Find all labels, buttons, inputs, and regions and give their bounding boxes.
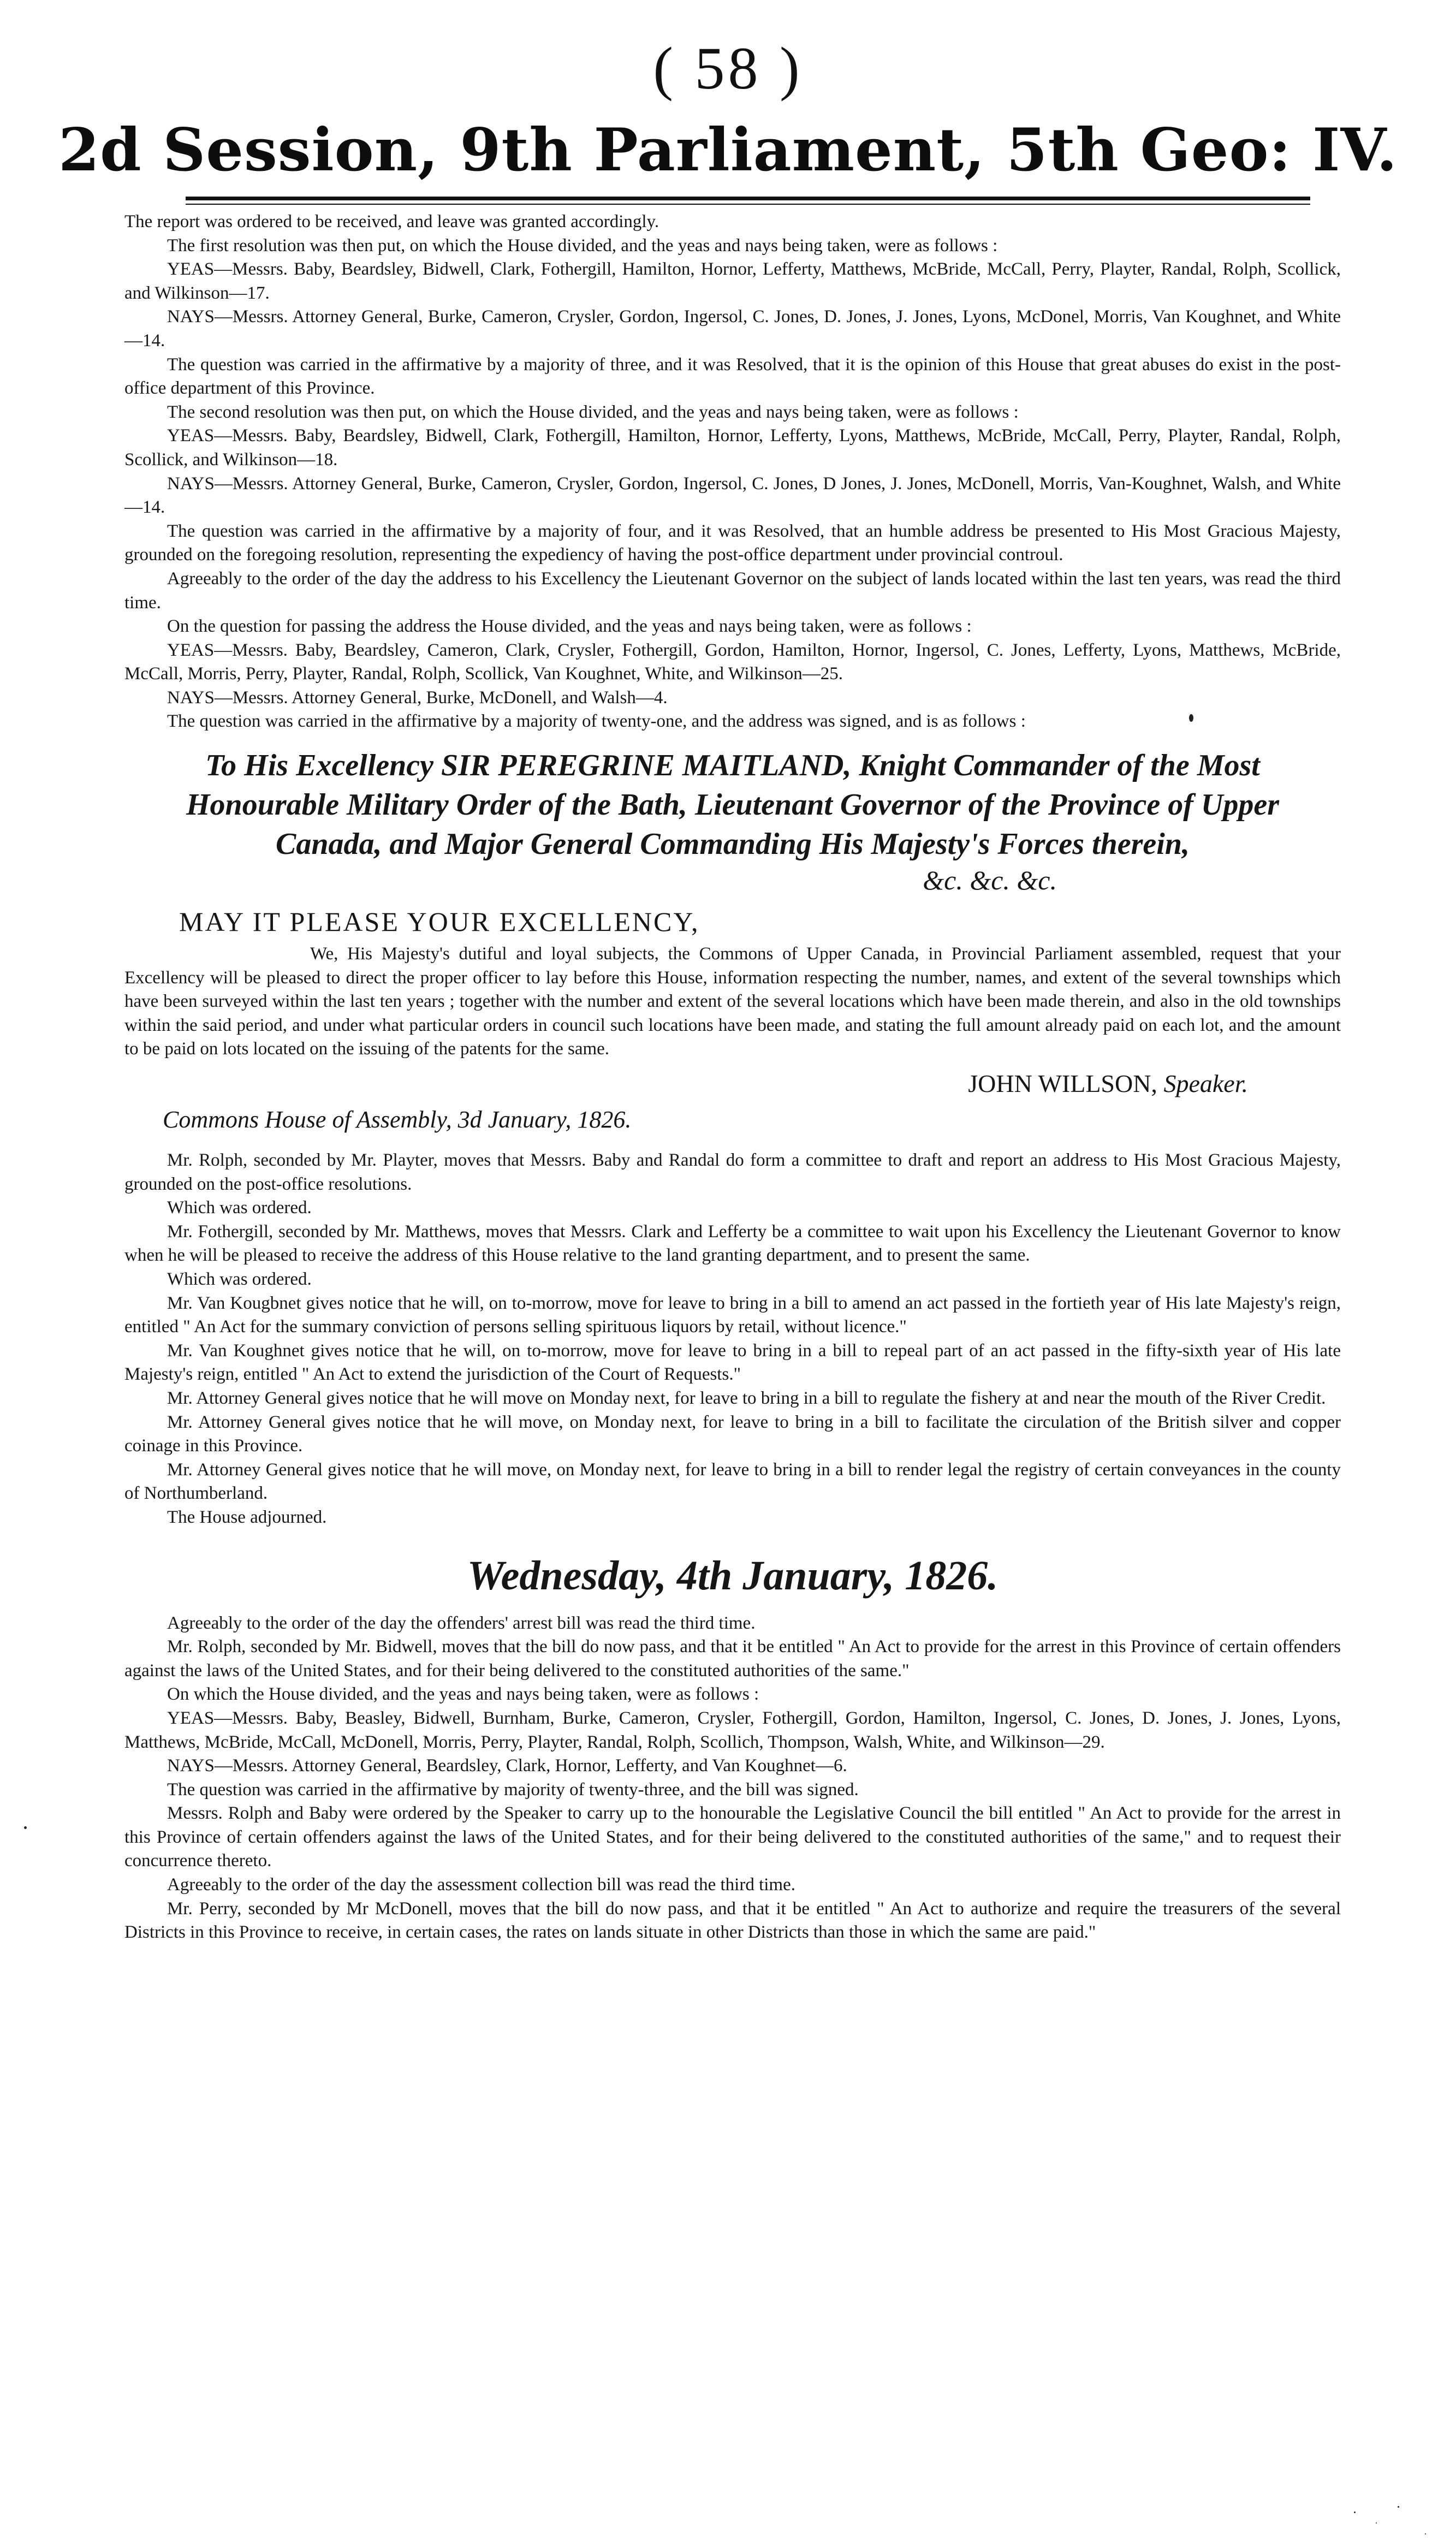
paragraph: The House adjourned. (167, 1507, 327, 1527)
paragraph: Agreeably to the order of the day the address to his Excellency the Lieutenant Governor on the subject of lands located within the last ten years, was read the third time. (124, 568, 1341, 613)
header-rule-thin (186, 204, 1310, 205)
scan-speck (1425, 2533, 1426, 2534)
paragraph: Agreeably to the order of the day the offenders' arrest bill was read the third time. (167, 1613, 756, 1633)
address-salutation: MAY IT PLEASE YOUR EXCELLENCY, (179, 906, 700, 937)
nays-list: NAYS—Messrs. Attorney General, Burke, Cameron, Crysler, Gordon, Ingersol, C. Jones, D Jones, J. Jones, McDonell, Morris, Van-Koughnet, Walsh, and White—14. (124, 473, 1341, 518)
paragraph: Which was ordered. (167, 1269, 312, 1289)
signature-title: Speaker. (1163, 1070, 1248, 1098)
nays-list: NAYS—Messrs. Attorney General, Burke, McDonell, and Walsh—4. (167, 687, 668, 708)
journal-body (124, 210, 1341, 1945)
paragraph: The question was carried in the affirmative by a majority of twenty-one, and the address was signed, and is as follows : (167, 711, 1026, 732)
yeas-list: YEAS—Messrs. Baby, Beardsley, Bidwell, Clark, Fothergill, Hamilton, Hornor, Lefferty, Matthews, McBride, McCall, Perry, Playter, Randal, Rolph, Scollick, and Wilkinson—17. (124, 259, 1341, 303)
address-etc: &c. &c. &c. (923, 865, 1057, 896)
paragraph: Mr. Attorney General gives notice that he will move, on Monday next, for leave to bring in a bill to render legal the registry of certain conveyances in the county of Northumberland. (124, 1459, 1341, 1504)
address-title: To His Excellency SIR PEREGRINE MAITLAND, Knight Commander of the Most Honourable Military Order of the Bath, Lieutenant Governor of the Province of Upper Canada, and Major General Commanding His Majesty's Forces therein, (186, 749, 1279, 862)
paragraph: Mr. Attorney General gives notice that he will move on Monday next, for leave to bring in a bill to regulate the fishery at and near the mouth of the River Credit. (167, 1388, 1326, 1408)
header-rule-thick (186, 197, 1310, 200)
paragraph: Mr. Van Koughnet gives notice that he will, on to-morrow, move for leave to bring in a bill to repeal part of an act passed in the fifty-sixth year of His late Majesty's reign, entitled " An Act to extend the jurisdiction of the Court of Requests." (124, 1340, 1341, 1385)
signature-name: JOHN WILLSON, (968, 1070, 1157, 1098)
paragraph: Mr. Rolph, seconded by Mr. Bidwell, moves that the bill do now pass, and that it be entitled " An Act to provide for the arrest in this Province of certain offenders against the laws of the United States, and for their being delivered to the constituted authorities of the same." (124, 1637, 1341, 1681)
address-text: We, His Majesty's dutiful and loyal subjects, the Commons of Upper Canada, in Provincial Parliament assembled, request that your Excellency will be pleased to direct the proper officer to lay before this House, information respecting the number, names, and extent of the several townships which have been surveyed within the last ten years ; together with the number and extent of the several locations which have been made therein, and also in the old townships within the said period, and under what particular orders in council such locations have been made, and stating the full amount already paid on each lot, and the amount to be paid on lots located on the issuing of the patents for the same. (124, 944, 1341, 1059)
paragraph: On which the House divided, and the yeas and nays being taken, were as follows : (167, 1684, 759, 1705)
address-signature (124, 1067, 1341, 1101)
yeas-list: YEAS—Messrs. Baby, Beardsley, Bidwell, Clark, Fothergill, Hamilton, Hornor, Lefferty, Lyons, Matthews, McBride, McCall, Perry, Playter, Randal, Rolph, Scollick, and Wilkinson—18. (124, 426, 1341, 470)
scan-speck (1189, 714, 1193, 722)
paragraph: Mr. Fothergill, seconded by Mr. Matthews, moves that Messrs. Clark and Lefferty be a committee to wait upon his Excellency the Lieutenant Governor to know when he will be pleased to receive the address of this House relative to the land granting department, and to present the same. (124, 1221, 1341, 1266)
paragraph: Mr. Van Kougbnet gives notice that he will, on to-morrow, move for leave to bring in a bill to amend an act passed in the fortieth year of His late Majesty's reign, entitled " An Act for the summary conviction of persons selling spirituous liquors by retail, without licence." (124, 1293, 1341, 1337)
scan-speck (1376, 2522, 1377, 2524)
yeas-list: YEAS—Messrs. Baby, Beasley, Bidwell, Burnham, Burke, Cameron, Crysler, Fothergill, Gordon, Hamilton, Ingersol, C. Jones, D. Jones, J. Jones, Lyons, Matthews, McBride, McCall, McDonell, Morris, Perry, Playter, Randal, Rolph, Scollich, Thompson, Walsh, White, and Wilkinson—29. (124, 1708, 1341, 1752)
paragraph: The question was carried in the affirmative by a majority of four, and it was Resolved, that an humble address be presented to His Most Gracious Majesty, grounded on the foregoing resolution, representing the expediency of having the post-office department under provincial controul. (124, 521, 1341, 565)
session-header: 2d Session, 9th Parliament, 5th Geo: IV. (58, 116, 1398, 185)
paragraph: Mr. Attorney General gives notice that he will move, on Monday next, for leave to bring in a bill to facilitate the circulation of the British silver and copper coinage in this Province. (124, 1412, 1341, 1456)
paragraph: Messrs. Rolph and Baby were ordered by the Speaker to carry up to the honourable the Legislative Council the bill entitled " An Act to provide for the arrest in this Province of certain offenders against the laws of the United States, and for their being delivered to the constituted authorities of the same," and to request their concurrence thereto. (124, 1803, 1341, 1871)
paragraph: On the question for passing the address the House divided, and the yeas and nays being taken, were as follows : (167, 616, 972, 637)
scan-speck (24, 1826, 27, 1829)
paragraph: The second resolution was then put, on which the House divided, and the yeas and nays being taken, were as follows : (167, 402, 1019, 422)
address-body (124, 942, 1341, 1061)
scan-speck (1354, 2512, 1356, 2513)
nays-list: NAYS—Messrs. Attorney General, Burke, Cameron, Crysler, Gordon, Ingersol, C. Jones, D. Jones, J. Jones, Lyons, McDonel, Morris, Van Koughnet, and White—14. (124, 307, 1341, 351)
paragraph: The question was carried in the affirmative by a majority of three, and it was Resolved, that it is the opinion of this House that great abuses do exist in the post-office department of this Province. (124, 354, 1341, 399)
paragraph: Mr. Perry, seconded by Mr McDonell, moves that the bill do now pass, and that it be entitled " An Act to authorize and require the treasurers of the several Districts in this Province to receive, in certain cases, the rates on lands situate in other Districts than those in which the same are paid." (124, 1898, 1341, 1943)
paragraph: Which was ordered. (167, 1198, 312, 1218)
paragraph: Mr. Rolph, seconded by Mr. Playter, moves that Messrs. Baby and Randal do form a committee to draft and report an address to His Most Gracious Majesty, grounded on the post-office resolutions. (124, 1150, 1341, 1194)
paragraph: The report was ordered to be received, and leave was granted accordingly. (124, 212, 659, 231)
yeas-list: YEAS—Messrs. Baby, Beardsley, Cameron, Clark, Crysler, Fothergill, Gordon, Hamilton, Hornor, Ingersol, C. Jones, Lefferty, Lyons, Matthews, McBride, McCall, Morris, Perry, Playter, Randal, Rolph, Scollick, Van Koughnet, White, and Wilkinson—25. (124, 640, 1341, 684)
paragraph: Agreeably to the order of the day the assessment collection bill was read the third time. (167, 1875, 795, 1895)
paragraph: The first resolution was then put, on which the House divided, and the yeas and nays being taken, were as follows : (167, 235, 998, 256)
nays-list: NAYS—Messrs. Attorney General, Beardsley, Clark, Hornor, Lefferty, and Van Koughnet—6. (167, 1756, 847, 1776)
address-place-date: Commons House of Assembly, 3d January, 1826. (163, 1106, 632, 1133)
page-number: ( 58 ) (653, 35, 803, 102)
scan-speck (1398, 2506, 1399, 2508)
date-heading: Wednesday, 4th January, 1826. (467, 1552, 999, 1599)
paragraph: The question was carried in the affirmative by majority of twenty-three, and the bill was signed. (167, 1779, 859, 1800)
